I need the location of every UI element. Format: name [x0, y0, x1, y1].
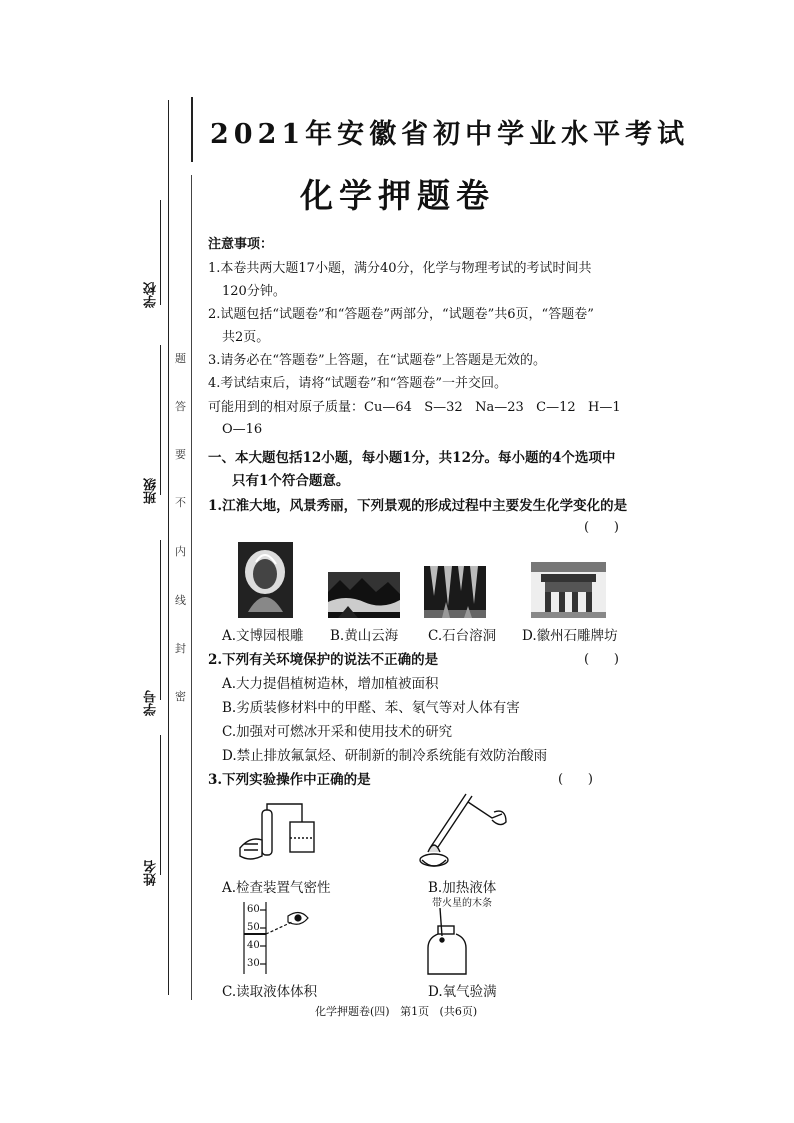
- notice-line-1: 1.本卷共两大题17小题，满分40分，化学与物理考试的考试时间共: [208, 261, 592, 276]
- exam-title: 2021年安徽省初中学业水平考试: [210, 119, 690, 150]
- cylinder-tick-30: 30: [247, 958, 260, 969]
- seal-char-6: 线: [175, 594, 186, 607]
- karst-cave-photo: [424, 566, 486, 618]
- question-2-option-d: D.禁止排放氟氯烃、研制新的制冷系统能有效防治酸雨: [222, 748, 548, 764]
- margin-line-inner: [191, 97, 193, 162]
- notice-line-6: 4.考试结束后，请将“试题卷”和“答题卷”一并交回。: [208, 376, 507, 391]
- question-2-option-a: A.大力提倡植树造林，增加植被面积: [222, 676, 439, 692]
- root-carving-photo: [238, 542, 293, 618]
- question-3-option-c: C.读取液体体积: [222, 984, 318, 1000]
- margin-line-inner-lower: [191, 175, 192, 1000]
- cylinder-tick-50: 50: [247, 922, 260, 933]
- section-1-line-2: 只有1个符合题意。: [232, 473, 350, 489]
- name-blank-line: [160, 735, 161, 875]
- seal-char-7: 封: [175, 642, 186, 655]
- question-2-option-c: C.加强对可燃冰开采和使用技术的研究: [222, 724, 453, 740]
- school-label: 学校: [144, 282, 159, 308]
- question-1-answer-paren: ( ): [584, 520, 619, 535]
- question-2-stem: 2.下列有关环境保护的说法不正确的是: [208, 652, 439, 668]
- notice-line-2: 120分钟。: [222, 284, 286, 299]
- question-1-option-c: C.石台溶洞: [428, 628, 497, 644]
- seal-char-5: 内: [175, 545, 186, 558]
- cylinder-tick-60: 60: [247, 904, 260, 915]
- class-blank-line: [160, 345, 161, 495]
- notice-line-4: 共2页。: [222, 330, 270, 345]
- id-blank-line: [160, 540, 161, 700]
- question-3-answer-paren: ( ): [558, 772, 593, 787]
- stone-archway-photo: [531, 562, 606, 618]
- question-1-option-d: D.徽州石雕牌坊: [522, 628, 618, 644]
- section-1-line-1: 一、本大题包括12小题，每小题1分，共12分。每小题的4个选项中: [208, 450, 616, 466]
- name-label: 姓名: [144, 860, 159, 886]
- question-3-stem: 3.下列实验操作中正确的是: [208, 772, 371, 788]
- heating-liquid-diagram: [410, 788, 510, 870]
- cylinder-tick-40: 40: [247, 940, 260, 951]
- splint-label: 带火星的木条: [432, 898, 492, 909]
- seal-char-4: 不: [175, 496, 186, 509]
- page-footer: 化学押题卷(四) 第1页 (共6页): [315, 1005, 478, 1018]
- oxygen-bottle-diagram: [420, 906, 480, 976]
- margin-line-outer: [168, 100, 169, 995]
- class-label: 班级: [144, 478, 159, 504]
- student-id-label: 学号: [144, 690, 159, 716]
- seal-char-1: 题: [175, 352, 186, 365]
- seal-char-2: 答: [175, 400, 186, 413]
- question-2-answer-paren: ( ): [584, 652, 619, 667]
- atomic-mass-line-1: 可能用到的相对原子质量：Cu—64 S—32 Na—23 C—12 H—1: [208, 400, 621, 415]
- question-1-option-b: B.黄山云海: [330, 628, 399, 644]
- question-1-stem: 1.江淮大地，风景秀丽，下列景观的形成过程中主要发生化学变化的是: [208, 498, 628, 514]
- question-1-option-a: A.文博园根雕: [222, 628, 304, 644]
- airtightness-check-diagram: [236, 800, 326, 870]
- question-3-option-d: D.氧气验满: [428, 984, 497, 1000]
- question-2-option-b: B.劣质装修材料中的甲醛、苯、氡气等对人体有害: [222, 700, 520, 716]
- notice-heading: 注意事项：: [208, 237, 274, 252]
- cloud-sea-photo: [328, 572, 400, 618]
- question-3-option-a: A.检查装置气密性: [222, 880, 331, 896]
- school-blank-line: [160, 200, 161, 305]
- notice-line-3: 2.试题包括“试题卷”和“答题卷”两部分，“试题卷”共6页，“答题卷”: [208, 307, 594, 322]
- question-3-option-b: B.加热液体: [428, 880, 497, 896]
- notice-line-5: 3.请务必在“答题卷”上答题，在“试题卷”上答题是无效的。: [208, 353, 546, 368]
- seal-char-8: 密: [175, 690, 186, 703]
- exam-subtitle: 化学押题卷: [300, 176, 495, 215]
- atomic-mass-line-2: O—16: [222, 422, 263, 437]
- seal-char-3: 要: [175, 448, 186, 461]
